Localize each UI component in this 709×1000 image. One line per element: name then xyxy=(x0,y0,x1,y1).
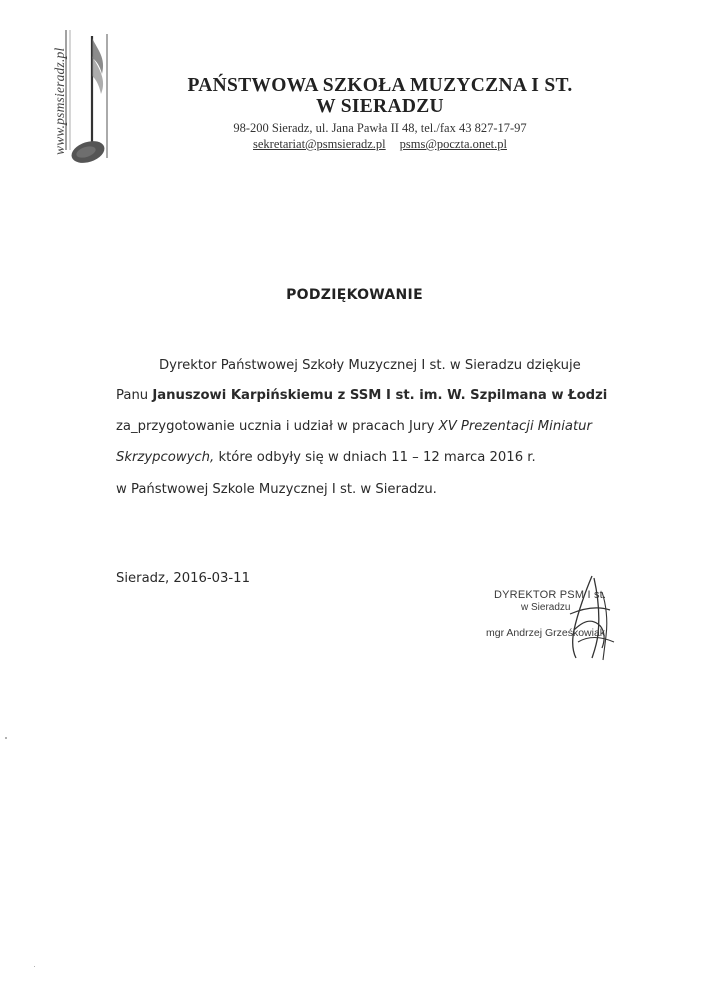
stamp-location: w Sieradzu xyxy=(521,602,571,613)
body-line-5: w Państwowej Szkole Muzycznej I st. w Sieradzu. xyxy=(116,482,437,497)
body-line-3-text: za_przygotowanie ucznia i udział w pracach Jury xyxy=(116,419,439,434)
email-onet-link[interactable]: psms@poczta.onet.pl xyxy=(399,137,507,151)
website-url[interactable]: www.psmsieradz.pl xyxy=(52,47,67,155)
body-line-3 xyxy=(116,419,592,434)
body-line-1: Dyrektor Państwowej Szkoły Muzycznej I st. w Sieradzu dziękuje xyxy=(159,358,581,373)
body-line-4 xyxy=(116,450,536,465)
event-dates: które odbyły się w dniach 11 – 12 marca 2016 r. xyxy=(214,450,536,465)
event-name-part2: Skrzypcowych, xyxy=(116,450,215,465)
school-address: 98-200 Sieradz, ul. Jana Pawła II 48, tel./fax 43 827-17-97 xyxy=(233,121,527,135)
place-date: Sieradz, 2016-03-11 xyxy=(116,571,250,586)
stamp-name: mgr Andrzej Grześkowiak xyxy=(486,627,606,639)
body-line-2 xyxy=(116,388,607,403)
school-name-line2: W SIERADZU xyxy=(316,96,444,117)
signature-mark xyxy=(548,572,628,662)
recipient-name: Januszowi Karpińskiemu z SSM I st. im. W. Szpilmana w Łodzi xyxy=(152,388,608,403)
scan-speck xyxy=(5,737,7,739)
recipient-prefix: Panu xyxy=(116,388,153,403)
stamp-title: DYREKTOR PSM I st. xyxy=(494,589,607,601)
scan-speck xyxy=(34,966,35,967)
email-line xyxy=(130,137,630,152)
school-name-line1: PAŃSTWOWA SZKOŁA MUZYCZNA I ST. xyxy=(187,75,573,96)
document-title: PODZIĘKOWANIE xyxy=(286,287,423,303)
email-secretariat-link[interactable]: sekretariat@psmsieradz.pl xyxy=(253,137,386,151)
event-name-part1: XV Prezentacji Miniatur xyxy=(438,419,592,434)
